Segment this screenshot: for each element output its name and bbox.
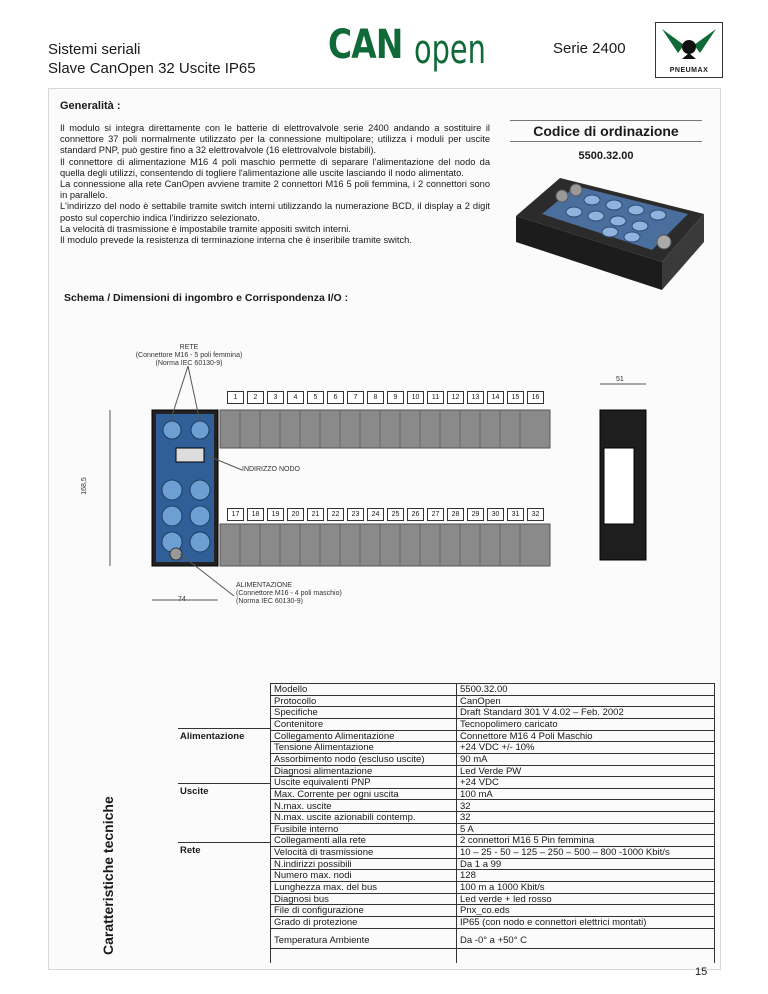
spec-key: Grado di protezione — [274, 917, 358, 928]
table-row — [270, 707, 714, 719]
spec-value: 32 — [460, 812, 471, 824]
table-row — [270, 731, 714, 743]
spec-key: Collegamenti alla rete — [274, 835, 366, 847]
table-row — [270, 777, 714, 789]
table-row — [270, 684, 714, 696]
spec-value: 10 – 25 - 50 – 125 – 250 – 500 – 800 -1000 Kbit/s — [460, 847, 670, 859]
spec-key: File di configurazione — [274, 905, 364, 917]
output-number-box: 15 — [507, 391, 524, 404]
generalita-paragraph: Il modulo prevede la resistenza di terminazione interna che è inseribile tramite switch. — [60, 235, 412, 246]
codice-value: 5500.32.00 — [578, 150, 634, 162]
rete-label — [114, 344, 264, 368]
output-number-box: 32 — [527, 508, 544, 521]
output-number-box: 21 — [307, 508, 324, 521]
table-row — [270, 882, 714, 894]
output-number-box: 17 — [227, 508, 244, 521]
spec-key: Temperatura Ambiente — [274, 934, 370, 946]
spec-key: Contenitore — [274, 718, 324, 730]
table-row — [270, 835, 714, 847]
output-number-box: 9 — [387, 391, 404, 404]
section-divider — [178, 728, 270, 729]
spec-value: IP65 (con nodo e connettori elettrici montati) — [460, 917, 647, 928]
pneumax-emblem-icon — [656, 23, 722, 67]
spec-value: Led verde + led rosso — [460, 893, 552, 905]
caratteristiche-title: Caratteristiche tecniche — [100, 796, 116, 955]
spec-key: N.indirizzi possibili — [274, 858, 352, 870]
table-row — [270, 933, 714, 949]
spec-value: Led Verde PW — [460, 765, 522, 777]
output-number-box: 30 — [487, 508, 504, 521]
section-divider — [178, 842, 270, 843]
indirizzo-nodo-label: INDIRIZZO NODO — [242, 466, 300, 473]
output-number-box: 28 — [447, 508, 464, 521]
output-number-box: 25 — [387, 508, 404, 521]
spec-key: Tensione Alimentazione — [274, 742, 374, 754]
spec-table — [270, 683, 714, 946]
rete-label-line: (Norma IEC 60130-9) — [155, 360, 223, 367]
section-alimentazione: Alimentazione — [180, 731, 245, 742]
table-row — [270, 789, 714, 801]
technical-drawing — [70, 338, 710, 608]
spec-value: 100 mA — [460, 788, 493, 800]
output-number-box: 18 — [247, 508, 264, 521]
section-uscite: Uscite — [180, 786, 209, 797]
spec-value: 90 mA — [460, 753, 488, 765]
spec-key: Modello — [274, 684, 308, 695]
table-row — [270, 917, 714, 929]
header-title — [48, 40, 256, 78]
output-number-box: 8 — [367, 391, 384, 404]
dimension-side: 51 — [616, 376, 624, 383]
logo-open-text: open — [414, 27, 486, 73]
dimension-width: 74 — [178, 596, 186, 603]
spec-key: Numero max. nodi — [274, 870, 352, 882]
codice-title: Codice di ordinazione — [510, 120, 702, 142]
generalita-paragraph: La velocità di trasmissione è impostabile tramite appositi switch interni. — [60, 223, 351, 234]
product-photo — [512, 170, 708, 294]
spec-key: Lunghezza max. del bus — [274, 882, 377, 894]
generalita-text — [60, 123, 490, 246]
output-number-box: 5 — [307, 391, 324, 404]
schema-title: Schema / Dimensioni di ingombro e Corrispondenza I/O : — [64, 292, 349, 304]
brand-name: PNEUMAX — [669, 67, 709, 74]
table-row — [270, 719, 714, 731]
logo-can-text: CAN — [328, 22, 403, 68]
rete-label-line: RETE — [179, 344, 199, 351]
table-row — [270, 742, 714, 754]
spec-value: Da 1 a 99 — [460, 858, 502, 870]
output-number-box: 13 — [467, 391, 484, 404]
spec-value: 5 A — [460, 823, 474, 835]
output-number-box: 24 — [367, 508, 384, 521]
output-number-box: 7 — [347, 391, 364, 404]
output-number-box: 6 — [327, 391, 344, 404]
header-line-2: Slave CanOpen 32 Uscite IP65 — [48, 60, 256, 77]
header-line-1: Sistemi seriali — [48, 41, 141, 58]
spec-key: Velocità di trasmissione — [274, 847, 374, 859]
spec-value: 5500.32.00 — [460, 684, 508, 695]
spec-value: 32 — [460, 800, 471, 812]
alim-label-line: (Norma IEC 60130-9) — [236, 598, 303, 605]
output-number-box: 26 — [407, 508, 424, 521]
table-row — [270, 859, 714, 871]
output-number-box: 16 — [527, 391, 544, 404]
spec-key: Uscite equivalenti PNP — [274, 777, 371, 789]
rete-label-line: (Connettore M16 - 5 poli femmina) — [135, 352, 243, 359]
spec-key: N.max. uscite azionabili contemp. — [274, 812, 416, 824]
spec-value: Pnx_co.eds — [460, 905, 510, 917]
spec-key: Protocollo — [274, 695, 317, 707]
output-number-box: 20 — [287, 508, 304, 521]
generalita-paragraph: Il connettore di alimentazione M16 4 poli maschio permette di separare l'alimentazione del nodo da quella degli utilizzi, consentendo di togliere l'alimentazione alle uscite lasciando il nodo alimentato. — [60, 156, 490, 178]
generalita-paragraph: Il modulo si integra direttamente con le batterie di elettrovalvole serie 2400 andando a sostituire il connettore 37 poli normalmente utilizzato per la connessione multipolare; utilizza i moduli per uscite standard PNP, può gestire fino a 32 elettrovalvole (16 elettrovalvole bistabili). — [60, 123, 490, 156]
output-number-box: 4 — [287, 391, 304, 404]
section-divider — [178, 783, 270, 784]
output-number-box: 14 — [487, 391, 504, 404]
output-number-box: 27 — [427, 508, 444, 521]
table-row — [270, 801, 714, 813]
generalita-title: Generalità : — [60, 100, 121, 112]
output-number-box: 19 — [267, 508, 284, 521]
pneumax-logo — [655, 22, 723, 78]
section-rete: Rete — [180, 845, 201, 856]
spec-value: 128 — [460, 870, 476, 882]
table-row — [270, 766, 714, 778]
spec-key: Fusibile interno — [274, 823, 339, 835]
output-number-box: 22 — [327, 508, 344, 521]
generalita-paragraph: L'indirizzo del nodo è settabile tramite switch interni utilizzando la numerazione BCD, il display a 2 digit posto sul coperchio indica l'indirizzo selezionato. — [60, 201, 490, 223]
spec-key: Max. Corrente per ogni uscita — [274, 788, 399, 800]
serie-label: Serie 2400 — [553, 40, 626, 57]
spec-key: Specifiche — [274, 707, 318, 719]
output-number-box: 23 — [347, 508, 364, 521]
table-row — [270, 824, 714, 836]
output-number-box: 2 — [247, 391, 264, 404]
output-number-box: 29 — [467, 508, 484, 521]
table-row — [270, 696, 714, 708]
spec-value: Connettore M16 4 Poli Maschio — [460, 730, 593, 742]
spec-key: Diagnosi bus — [274, 893, 329, 905]
output-number-box: 3 — [267, 391, 284, 404]
alim-label-line: ALIMENTAZIONE — [236, 582, 292, 589]
spec-value: Da -0° a +50° C — [460, 934, 528, 946]
alim-label-line: (Connettore M16 - 4 poli maschio) — [236, 590, 342, 597]
output-number-box: 10 — [407, 391, 424, 404]
generalita-paragraph: La connessione alla rete CanOpen avviene tramite 2 connettori M16 5 poli femmina, i 2 connettori sono in parallelo. — [60, 179, 490, 201]
page-number: 15 — [695, 966, 708, 978]
spec-key: N.max. uscite — [274, 800, 332, 812]
spec-key: Collegamento Alimentazione — [274, 730, 395, 742]
drawing-svg — [70, 338, 710, 608]
table-row — [270, 905, 714, 917]
output-number-box: 12 — [447, 391, 464, 404]
alimentazione-label — [236, 582, 342, 606]
table-row — [270, 870, 714, 882]
table-row — [270, 812, 714, 824]
spec-value: +24 VDC +/- 10% — [460, 742, 535, 754]
spec-value: CanOpen — [460, 695, 501, 707]
output-number-box: 1 — [227, 391, 244, 404]
spec-key: Assorbimento nodo (escluso uscite) — [274, 753, 425, 765]
table-row — [270, 894, 714, 906]
table-row — [270, 754, 714, 766]
spec-value: Tecnopolimero caricato — [460, 718, 558, 730]
table-row — [270, 847, 714, 859]
output-number-box: 11 — [427, 391, 444, 404]
spec-value: 100 m a 1000 Kbit/s — [460, 882, 545, 894]
spec-value: 2 connettori M16 5 Pin femmina — [460, 835, 595, 847]
table-border — [270, 683, 271, 963]
canopen-logo — [328, 22, 498, 78]
spec-value: Draft Standard 301 V 4.02 – Feb. 2002 — [460, 707, 624, 719]
spec-key: Diagnosi alimentazione — [274, 765, 373, 777]
table-column-divider — [456, 683, 457, 963]
spec-value: +24 VDC — [460, 777, 499, 789]
output-number-box: 31 — [507, 508, 524, 521]
dimension-height: 168,5 — [80, 477, 88, 495]
table-border — [714, 683, 715, 963]
